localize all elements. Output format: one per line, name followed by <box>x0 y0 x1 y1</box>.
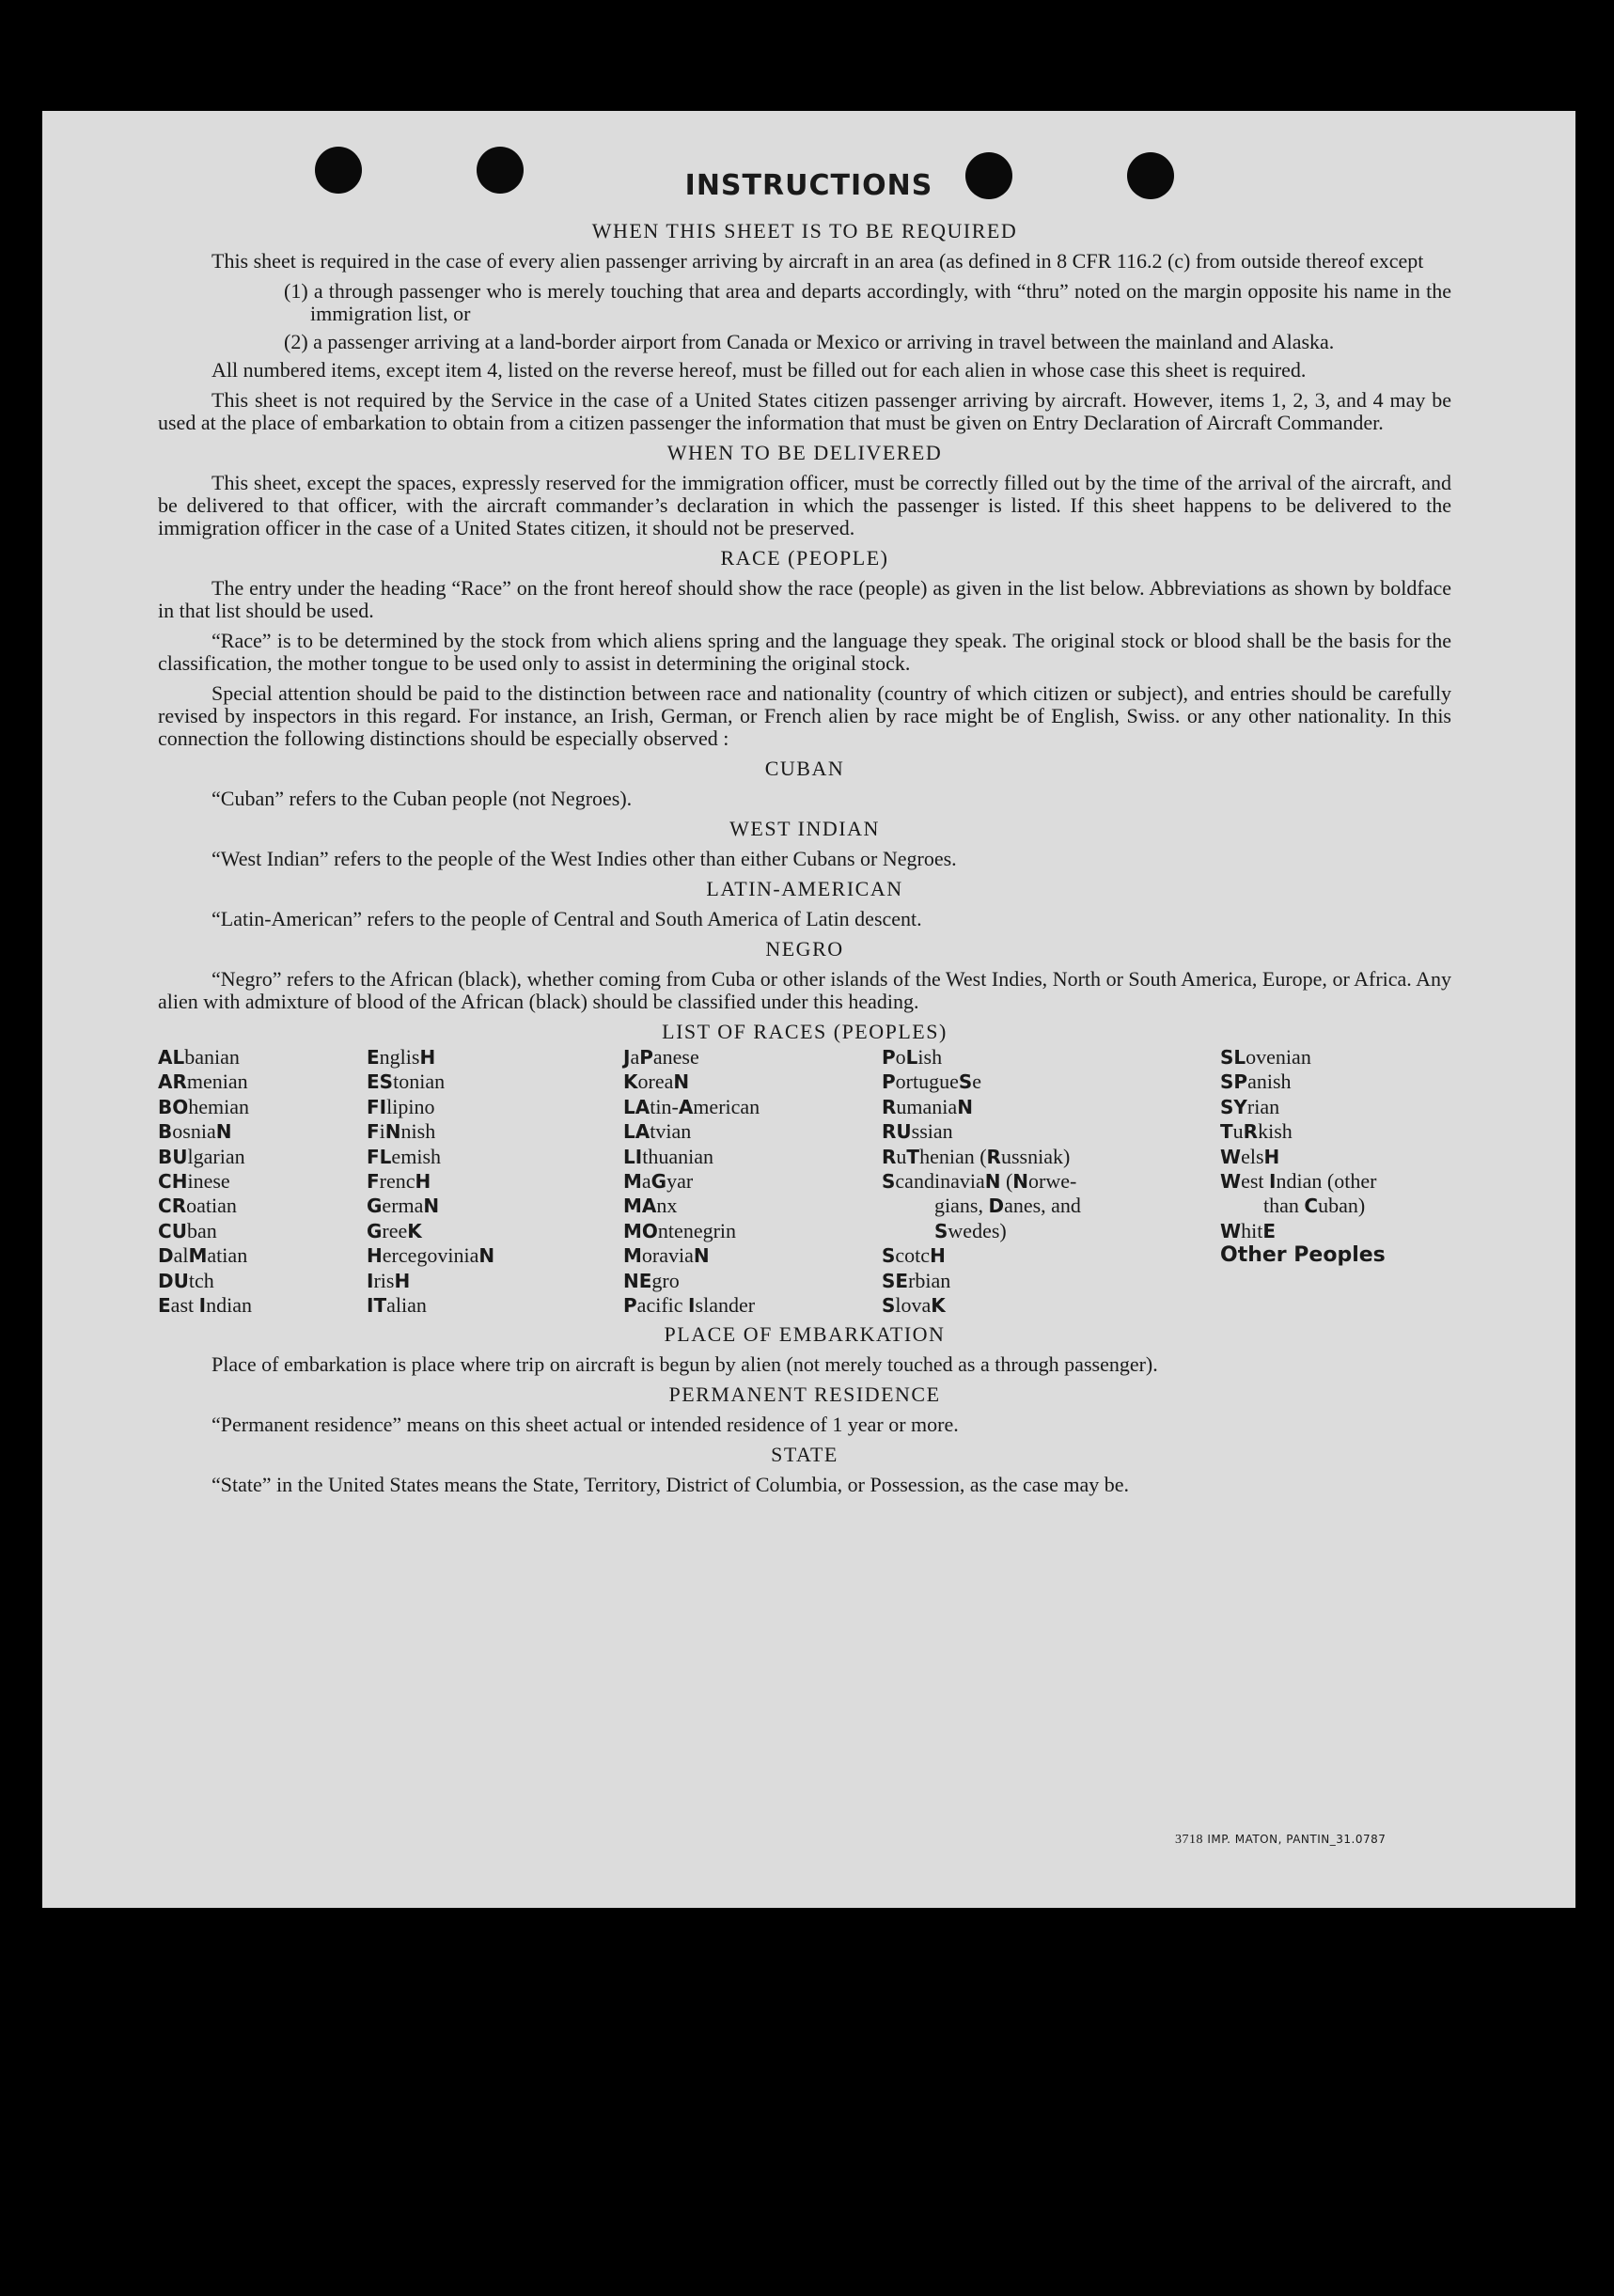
race-item: SlovaK <box>882 1292 946 1317</box>
race-item: BUlgarian <box>158 1144 245 1168</box>
race-item: LIthuanian <box>623 1144 713 1168</box>
heading-required: WHEN THIS SHEET IS TO BE REQUIRED <box>591 219 1018 242</box>
race-item: ScandinaviaN (Norwe- <box>882 1168 1077 1193</box>
embarkation-text: Place of embarkation is place where trip on aircraft is begun by alien (not merely touched as a through passenger). <box>212 1352 1158 1376</box>
instructions-body <box>158 214 1451 1504</box>
heading-west-indian: WEST INDIAN <box>729 817 880 840</box>
residence-text: “Permanent residence” means on this sheet actual or intended residence of 1 year or more. <box>212 1413 959 1436</box>
race-item: FrencH <box>367 1168 431 1193</box>
race-item: than Cuban) <box>1263 1194 1366 1218</box>
race-item: ARmenian <box>158 1070 248 1094</box>
race-item: MoraviaN <box>623 1243 710 1268</box>
race-item: SErbian <box>882 1268 951 1292</box>
race-item: BosniaN <box>158 1119 232 1144</box>
race-item: CUban <box>158 1218 217 1242</box>
cuban-text: “Cuban” refers to the Cuban people (not Negroes). <box>212 787 633 810</box>
race-item: RuThenian (Russniak) <box>882 1144 1071 1168</box>
printer-name: IMP. MATON, PANTIN_31.0787 <box>1207 1833 1387 1846</box>
race-item: ScotcH <box>882 1243 946 1268</box>
race-column-1 <box>158 1045 252 1318</box>
exception-2: (2) a passenger arriving at a land-border airport from Canada or Mexico or arriving in travel between the mainland and Alaska. <box>284 330 1335 353</box>
race-item: CHinese <box>158 1168 230 1193</box>
race-item: GreeK <box>367 1218 422 1242</box>
document-sheet <box>42 111 1575 1908</box>
race-item: MaGyar <box>623 1168 694 1193</box>
heading-cuban: CUBAN <box>764 757 845 780</box>
race-para-3: Special attention should be paid to the distinction between race and nationality (country of which citizen or subject), and entries should be carefully revised by inspectors in this regard. For instance, an Irish, German, or French alien by race might be of English, Swiss. or any other nationality. In this connection the following distinctions should be especially observed : <box>158 681 1451 750</box>
required-para-2: All numbered items, except item 4, listed on the reverse hereof, must be filled out for each alien in whose case this sheet is required. <box>212 358 1307 382</box>
race-item: LAtin-American <box>623 1094 760 1118</box>
race-item: EStonian <box>367 1070 446 1094</box>
race-item: Pacific Islander <box>623 1292 756 1317</box>
race-item: WelsH <box>1220 1144 1280 1168</box>
race-item: HercegoviniaN <box>367 1243 495 1268</box>
race-item: EnglisH <box>367 1045 436 1069</box>
race-item: RUssian <box>882 1119 953 1144</box>
race-column-5 <box>1220 1045 1386 1269</box>
race-list <box>158 1045 1451 1318</box>
exception-1: (1) a through passenger who is merely touching that area and departs accordingly, with “thru” noted on the margin opposite his name in the immigration list, or <box>284 279 1451 325</box>
race-item: SPanish <box>1220 1070 1292 1094</box>
race-item: West Indian (other <box>1220 1168 1377 1193</box>
race-item: SLovenian <box>1220 1045 1311 1069</box>
page-title: INSTRUCTIONS <box>684 169 933 202</box>
race-item: ITalian <box>367 1292 427 1317</box>
race-item: Swedes) <box>934 1218 1007 1242</box>
race-column-4 <box>882 1045 1081 1318</box>
required-intro: This sheet is required in the case of every alien passenger arriving by aircraft in an area (as defined in 8 CFR 116.2 (c) from outside thereof except <box>212 249 1424 273</box>
race-item: East Indian <box>158 1292 252 1317</box>
race-item: DUtch <box>158 1268 214 1292</box>
race-item: KoreaN <box>623 1070 690 1094</box>
race-item: GermaN <box>367 1194 440 1218</box>
race-item: NEgro <box>623 1268 680 1292</box>
race-item: LAtvian <box>623 1119 692 1144</box>
form-number: 3718 <box>1175 1833 1203 1847</box>
state-text: “State” in the United States means the State, Territory, District of Columbia, or Possession, as the case may be. <box>212 1473 1130 1496</box>
race-item: BOhemian <box>158 1094 250 1118</box>
heading-delivered: WHEN TO BE DELIVERED <box>666 441 943 464</box>
race-item: JaPanese <box>623 1045 699 1069</box>
heading-list-of-races: LIST OF RACES (PEOPLES) <box>662 1020 948 1043</box>
heading-latin-american: LATIN-AMERICAN <box>706 877 903 900</box>
latin-american-text: “Latin-American” refers to the people of Central and South America of Latin descent. <box>212 907 922 930</box>
race-item: DalMatian <box>158 1243 248 1268</box>
printer-imprint <box>1175 1833 1386 1848</box>
race-item: gians, Danes, and <box>934 1194 1081 1218</box>
race-item: PoLish <box>882 1045 943 1069</box>
race-item: MAnx <box>623 1194 678 1218</box>
race-column-2 <box>367 1045 494 1318</box>
heading-race: RACE (PEOPLE) <box>720 546 889 570</box>
west-indian-text: “West Indian” refers to the people of the West Indies other than either Cubans or Negroes. <box>212 847 957 870</box>
heading-permanent-residence: PERMANENT RESIDENCE <box>668 1382 941 1406</box>
race-item: TuRkish <box>1220 1119 1293 1144</box>
race-item: FLemish <box>367 1144 441 1168</box>
heading-embarkation: PLACE OF EMBARKATION <box>664 1322 946 1346</box>
heading-state: STATE <box>771 1443 838 1466</box>
race-item: FIlipino <box>367 1094 435 1118</box>
race-item: ALbanian <box>158 1045 240 1069</box>
race-item: IrisH <box>367 1268 411 1292</box>
delivered-para: This sheet, except the spaces, expressly reserved for the immigration officer, must be correctly filled out by the time of the arrival of the aircraft, and be delivered to that officer, with the aircraft commander’s declaration in which the passenger is listed. If this sheet happens to be delivered to the immigration officer in the case of a United States citizen, it should not be preserved. <box>158 471 1451 539</box>
race-item: RumaniaN <box>882 1094 973 1118</box>
race-item: MOntenegrin <box>623 1218 737 1242</box>
race-column-3 <box>623 1045 760 1318</box>
negro-text: “Negro” refers to the African (black), whether coming from Cuba or other islands of the West Indies, North or South America, Europe, or Africa. Any alien with admixture of blood of the African (black) should be classified under this heading. <box>158 967 1451 1013</box>
race-item: WhitE <box>1220 1218 1276 1242</box>
race-item: Other Peoples <box>1220 1243 1386 1268</box>
race-item: SYrian <box>1220 1094 1280 1118</box>
race-item: CRoatian <box>158 1194 237 1218</box>
race-item: FiNnish <box>367 1119 436 1144</box>
race-item: PortugueSe <box>882 1070 982 1094</box>
required-para-3: This sheet is not required by the Service in the case of a United States citizen passenger arriving by aircraft. However, items 1, 2, 3, and 4 may be used at the place of embarkation to obtain from a citizen passenger the information that must be given on Entry Declaration of Aircraft Commander. <box>158 388 1451 434</box>
race-para-2: “Race” is to be determined by the stock from which aliens spring and the language they speak. The original stock or blood shall be the basis for the classification, the mother tongue to be used only to assist in determining the original stock. <box>158 629 1451 675</box>
heading-negro: NEGRO <box>765 937 844 961</box>
race-para-1: The entry under the heading “Race” on the front hereof should show the race (people) as given in the list below. Abbreviations as shown by boldface in that list should be used. <box>158 576 1451 622</box>
